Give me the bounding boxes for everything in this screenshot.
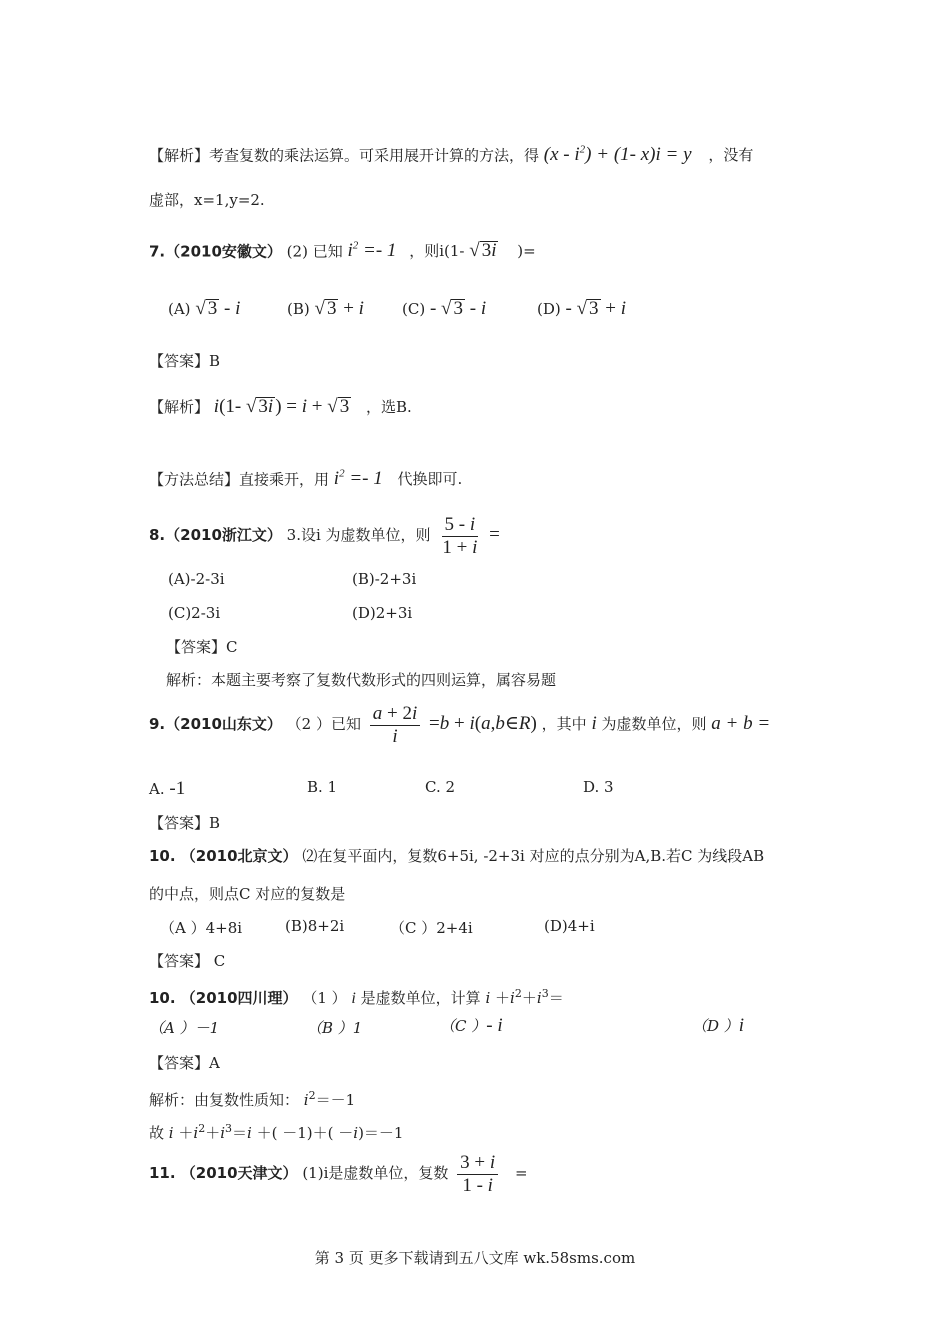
q7-analysis-label: 【解析】	[149, 398, 210, 416]
q10b-option-a: （A ）－1	[149, 1019, 220, 1037]
q10b-option-d: （D ）i	[692, 1015, 745, 1036]
q9-answer: 【答案】B	[149, 814, 221, 832]
q7-analysis-formula: i(1- √ 3i ) = i + √ 3	[213, 396, 350, 417]
q9-text: （2 ）已知	[286, 715, 361, 733]
q10a-option-a: （A ）4+8i	[160, 919, 243, 937]
q7-method	[149, 464, 462, 489]
q9-number: 9.（2010山东文）	[149, 715, 282, 733]
q9-question	[149, 702, 770, 748]
q7-text: (2) 已知	[286, 242, 343, 261]
q10a-line2: 的中点，则点C 对应的复数是	[149, 885, 346, 903]
q7-method-label: 【方法总结】直接乘开，用	[149, 470, 330, 489]
q10b-analysis2: 故 $i +i^2+i^3=i$ ＋( －1)＋( －i)＝－1	[149, 1122, 404, 1142]
q9-option-c: C. 2	[425, 778, 456, 796]
q9-target: a + b =	[711, 713, 771, 734]
q10a-option-b: (B)8+2i	[285, 917, 345, 935]
q8-option-b: (B)-2+3i	[352, 570, 417, 588]
q7-condition: $i^2 =- 1$	[347, 240, 397, 262]
q10b-option-b: （B ）1	[307, 1019, 363, 1037]
q7-question	[149, 236, 536, 261]
q7-analysis-end: ，选B.	[365, 398, 412, 416]
q10b-sum: $i +i^2+i^3=$	[485, 987, 564, 1007]
q10a-question	[149, 846, 764, 866]
q8-question	[149, 513, 500, 559]
q10b-option-c: （C ）- i	[440, 1015, 503, 1036]
q9-formula: =b + i(a,b∈R)	[429, 713, 537, 734]
q11-end: =	[514, 1164, 528, 1182]
q6-formula: $(x - i^2) + (1-$ x)i = y	[543, 144, 692, 166]
q10b-i: i	[351, 990, 356, 1007]
q7-option-d: (D) - √ 3 + i	[537, 298, 627, 319]
q9-mid2: 为虚数单位，则	[601, 715, 707, 733]
q8-answer: 【答案】C	[166, 638, 238, 656]
q10a-number: 10. （2010北京文）	[149, 847, 298, 865]
q8-fraction: $\frac{5 - i}{1 + i}$	[442, 513, 478, 558]
q10b-number: 10. （2010四川理）	[149, 989, 298, 1007]
q11-number: 11. （2010天津文）	[149, 1164, 298, 1182]
q8-option-d: (D)2+3i	[352, 604, 413, 622]
q9-option-b: B. 1	[307, 778, 338, 796]
q8-option-c: (C)2-3i	[168, 604, 221, 622]
page-footer: 第 3 页 更多下载请到五八文库 wk.58sms.com	[314, 1249, 636, 1267]
q11-text: (1)i是虚数单位，复数	[302, 1164, 449, 1182]
q10b-answer: 【答案】A	[149, 1054, 220, 1072]
q10a-option-d: (D)4+i	[544, 917, 595, 935]
q6-analysis-line2: 虚部，x=1,y=2.	[149, 191, 265, 209]
q7-method-formula: $i^2 =- 1$	[333, 468, 383, 490]
q10b-text-a: （1 ）	[302, 989, 347, 1007]
q6-analysis-line	[149, 140, 753, 165]
q11-question	[149, 1151, 528, 1197]
q7-answer: 【答案】B	[149, 352, 221, 370]
q8-number: 8.（2010浙江文）	[149, 526, 282, 544]
q6-analysis-suffix: ，没有	[708, 146, 754, 165]
q9-option-a: A. -1	[149, 778, 186, 799]
q7-method-end: 代换即可.	[397, 470, 463, 489]
q10b-question	[149, 984, 564, 1009]
q7-number: 7.（2010安徽文）	[149, 242, 282, 261]
q10b-analysis1-formula: $i^2=-1$	[303, 1089, 356, 1109]
q8-equals: =	[489, 524, 500, 545]
q7-option-b: (B) √ 3 + i	[287, 298, 364, 319]
q7-option-a: (A) √ 3 - i	[168, 298, 241, 319]
q7-cond-end: )=	[517, 242, 536, 261]
q11-fraction: $\frac{3 + i}{1 - i}$	[457, 1152, 498, 1197]
q9-i: i	[591, 713, 597, 734]
q7-option-c: (C) - √ 3 - i	[402, 298, 487, 319]
q10b-text-b: 是虚数单位，计算	[360, 989, 481, 1007]
q10a-option-c: （C ）2+4i	[390, 919, 473, 937]
q10b-analysis1: 解析：由复数性质知： $i^2=-1$	[149, 1089, 356, 1109]
q9-fraction: $\frac{a + 2i}{i}$	[370, 703, 421, 748]
q10b-analysis2-formula: $i +i^2+i^3=i$ ＋( －1)＋( －i)＝－1	[168, 1122, 404, 1142]
q6-analysis-prefix: 【解析】考查复数的乘法运算。可采用展开计算的方法，得	[149, 146, 540, 165]
q10a-text: ⑵在复平面内，复数6+5i, -2+3i 对应的点分别为A,B.若C 为线段AB	[302, 847, 765, 865]
q8-analysis: 解析：本题主要考察了复数代数形式的四则运算，属容易题	[166, 671, 557, 689]
q7-analysis	[149, 397, 412, 417]
q7-cond-mid: ，则i(1-	[409, 242, 465, 261]
q8-option-a: (A)-2-3i	[168, 570, 225, 588]
q10a-answer: 【答案】 C	[149, 952, 226, 970]
q7-sqrt-expr: √ 3i	[469, 240, 497, 262]
q9-mid: ，其中	[541, 715, 587, 733]
q9-option-d: D. 3	[583, 778, 614, 796]
q8-text: 3.设i 为虚数单位，则	[286, 526, 431, 544]
